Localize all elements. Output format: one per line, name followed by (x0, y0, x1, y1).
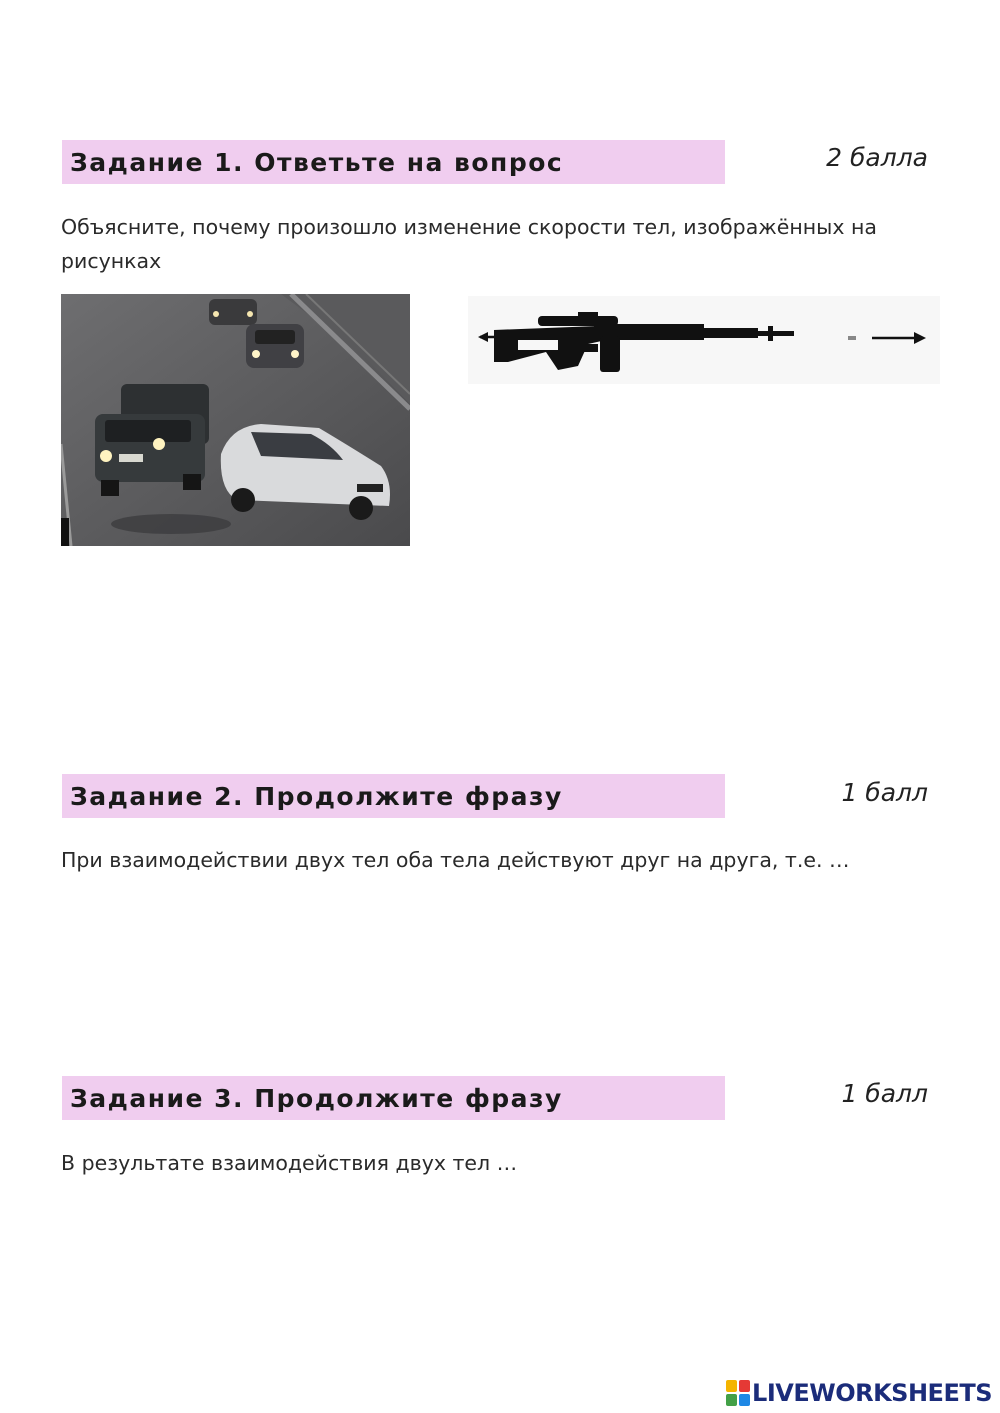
task-3-text: В результате взаимодействия двух тел … (61, 1151, 518, 1175)
task-2-points: 1 балл (841, 778, 928, 807)
task-1-title: Задание 1. Ответьте на вопрос (70, 147, 564, 177)
car-collision-photo (61, 294, 410, 546)
liveworksheets-logo-text: LIVEWORKSHEETS (752, 1379, 992, 1407)
task-2-text: При взаимодействии двух тел оба тела действуют друг на друга, т.е. … (61, 848, 850, 872)
task-1-header (62, 140, 725, 184)
liveworksheets-badge-icon (726, 1380, 750, 1406)
task-2-header (62, 774, 725, 818)
task-1-points: 2 балла (826, 143, 928, 172)
liveworksheets-logo (726, 1378, 992, 1408)
task-2-title: Задание 2. Продолжите фразу (70, 781, 563, 811)
task-3-header (62, 1076, 725, 1120)
rifle-and-bullet-illustration (468, 296, 940, 384)
task-1-text: Объясните, почему произошло изменение скорости тел, изображённых на рисунках (61, 215, 877, 273)
task-3-points: 1 балл (841, 1079, 928, 1108)
task-3-title: Задание 3. Продолжите фразу (70, 1083, 563, 1113)
